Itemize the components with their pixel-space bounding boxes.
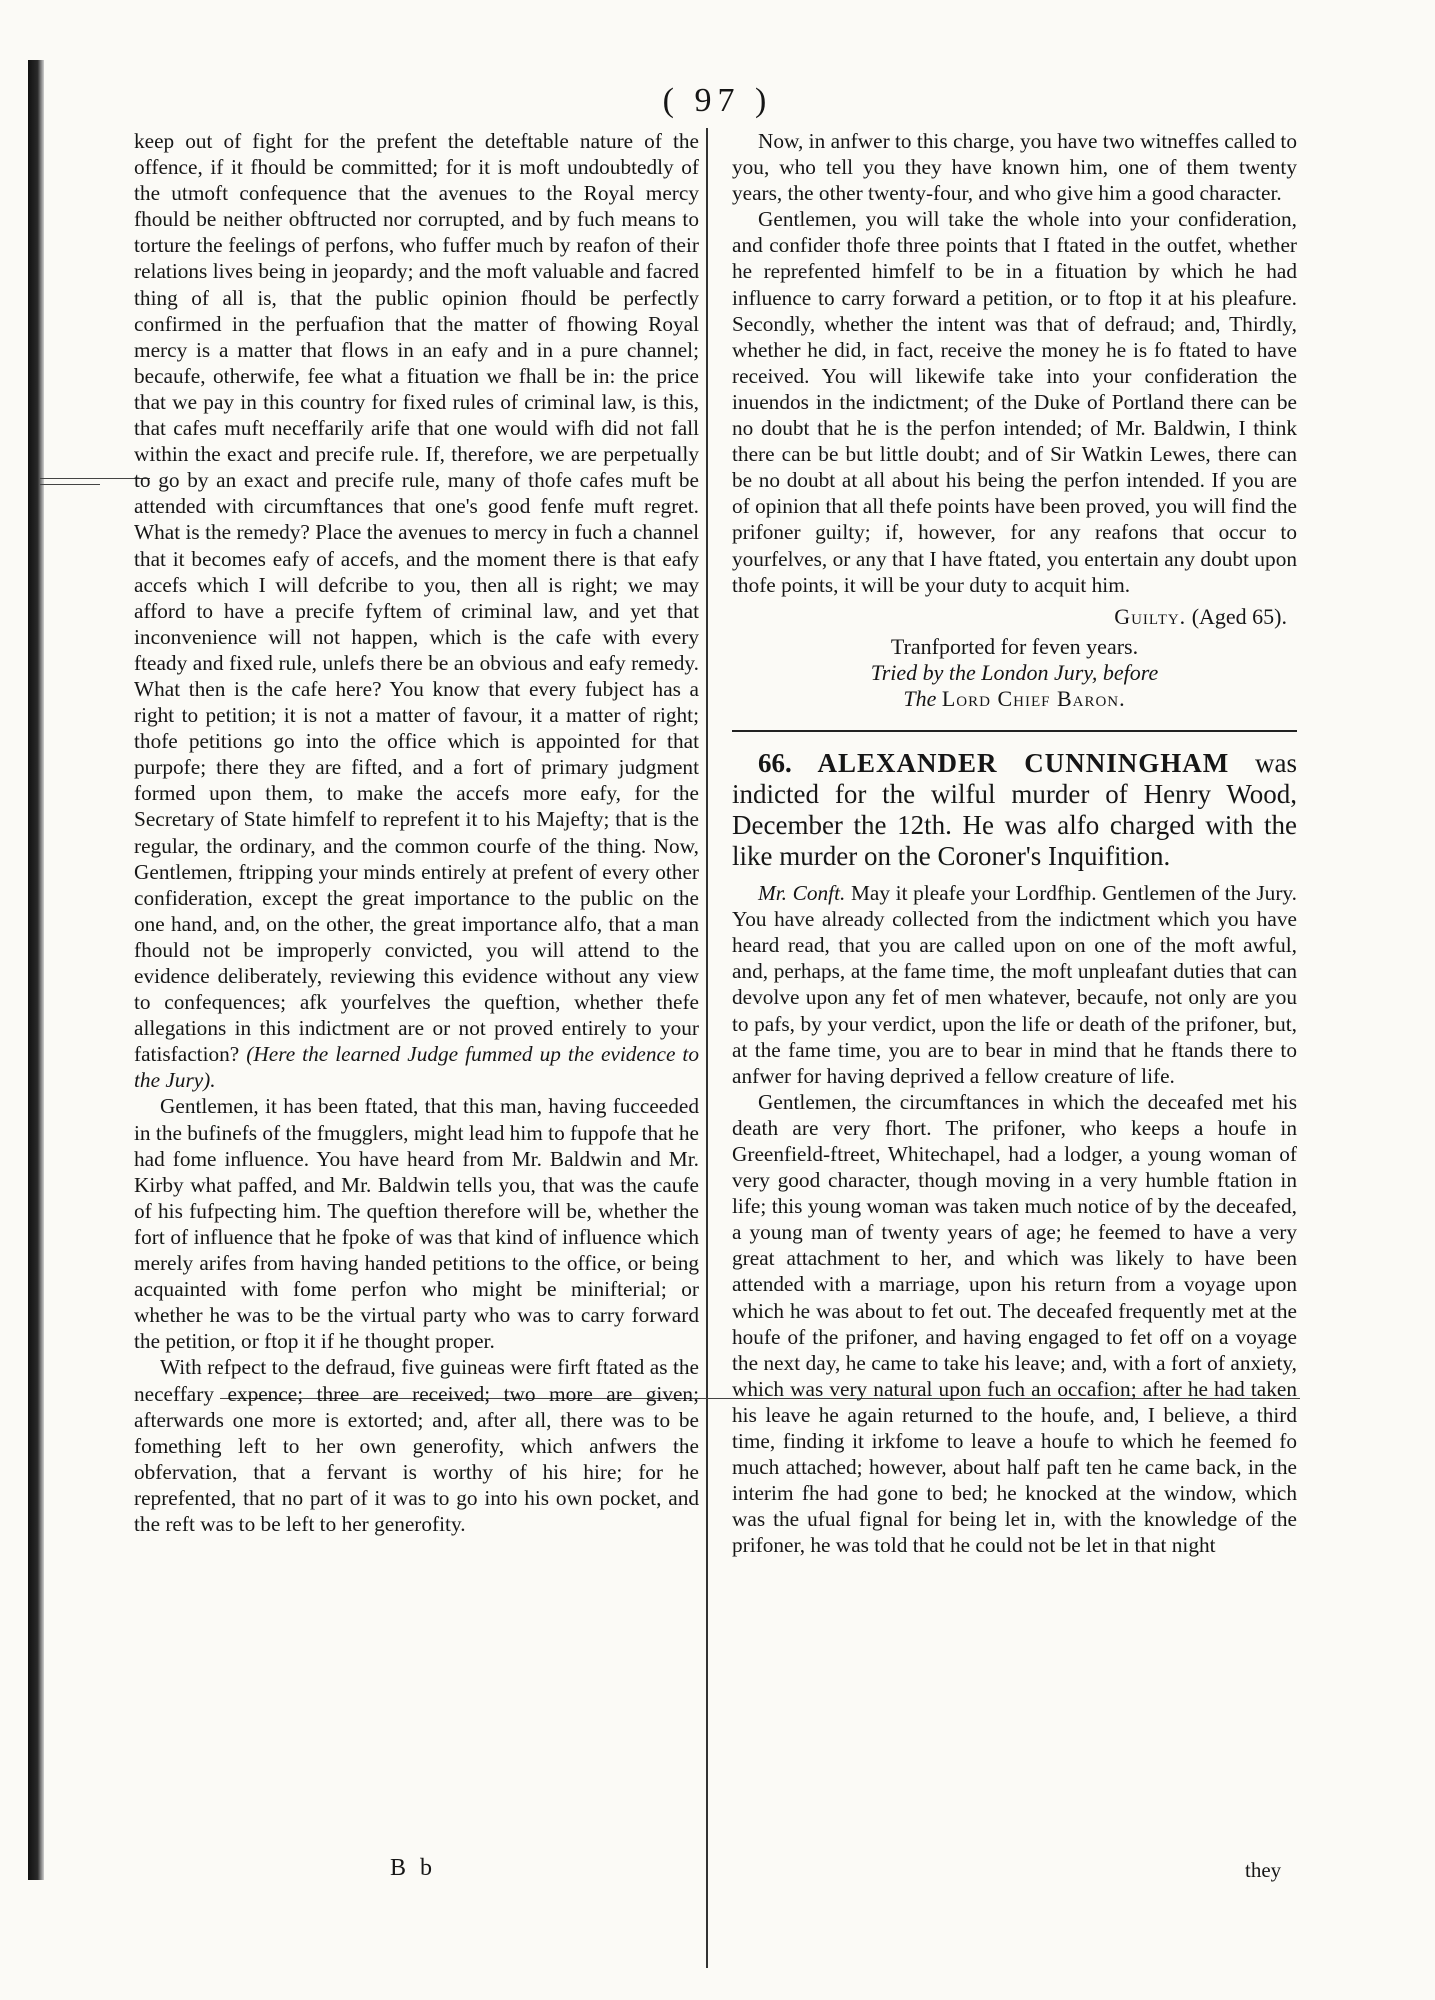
right-column [732,128,1297,1559]
scan-fold-line [40,484,100,485]
counsel-name: Mr. Conft. [758,881,846,906]
catchword: they [1245,1858,1282,1882]
paragraph [134,128,699,1093]
paragraph-text: May it pleafe your Lordfhip. Gentlemen of the Jury. You have already collected from the indictment which you have heard read, that you are called upon on one of the moft awful, and, perhaps, at the fame time, the moft unpleafant duties that can devolve upon any fet of men whatever, becaufe, not only are you to pafs, by your verdict, upon the life or death of the prifoner, but, at the fame time, you are to bear in mind that he ftands there to anfwer for having deprived a fellow creature of life. [732,881,1298,1088]
column-divider [706,128,708,1968]
paragraph: Now, in anfwer to this charge, you have two witneffes called to you, who tell you they have known him, one of them twenty years, the other twenty-four, and who give him a good character. [732,129,1297,206]
paragraph [732,880,1297,1089]
verdict-age: (Aged 65). [1191,603,1287,629]
paragraph: With refpect to the defraud, five guineas were firft ftated as the neceffary expence; three are received; two more are given; afterwards one more is extorted; and, after all, there was to be fomething left to her own generofity, which anfwers the obfervation, that a fervant is worthy of his hire; for he reprefented, that no part of it was to go into his own pocket, and the reft was to be left to her generofity. [134,1355,699,1536]
left-column [134,128,699,1537]
judge-article: The [903,685,937,711]
case-heading [732,748,1297,872]
verdict-line [732,604,1297,630]
case-defendant: ALEXANDER CUNNINGHAM [817,748,1230,779]
paragraph: Gentlemen, the circumftances in which the deceafed met his death are very fhort. The prifoner, who keeps a houfe in Greenfield-ftreet, Whitechapel, had a lodger, a young woman of very good character, though moving in a very humble ftation in life; this young woman was taken much notice of by the deceafed, a young man of twenty years of age; he feemed to have a very great attachment to her, and which was likely to have been attended with a marriage, upon his return from a voyage upon which he was about to fet out. The deceafed frequently met at the houfe of the prifoner, and having engaged to fet off on a voyage the next day, he came to take his leave; and, with a fort of anxiety, which was very natural upon fuch an occafion; after he had taken his leave he again returned to the houfe, and, I believe, a third time, finding it irkfome to leave a houfe to which he feemed fo much attached; however, about half paft ten he came back, in the interim fhe had gone to bed; he knocked at the window, which was the ufual fignal for being let in, with the knowledge of the prifoner, he was told that he could not be let in that night [732,1089,1297,1558]
tried-line: Tried by the London Jury, before [870,659,1159,685]
page-number-header: ( 97 ) [662,82,773,119]
paragraph-text: keep out of fight for the prefent the deteftable nature of the offence, if it fhould be committed; for it is moft undoubtedly of the utmoft confequence that the avenues to the Royal mercy fhould be neither obftructed nor corrupted, and by fuch means to torture the feelings of perfons, who fuffer much by reafon of their relations lives being in jeopardy; and the moft valuable and facred thing of all is, that the public opinion fhould be perfectly confirmed in the perfuafion that the matter of fhowing Royal mercy is a matter that flows in an eafy and in a pure channel; becaufe, otherwife, fee what a fituation we fhall be in: the price that we pay in this country for fixed rules of criminal law, is this, that cafes muft neceffarily arife that one would wifh did not fall within the exact and precife rule. If, therefore, we are perpetually to go by an exact and precife rule, many of thofe cafes muft be attended with circumftances that one's good fenfe muft regret. What is the remedy? Place the avenues to mercy in fuch a channel that it becomes eafy of accefs, and the moment there is that eafy accefs which I will defcribe to you, then all is right; we may afford to have a precife fyftem of criminal law, and yet that inconvenience will not happen, which is the cafe with every fteady and fixed rule, unlefs there be an obvious and eafy remedy. What then is the cafe here? You know that every fubject has a right to petition; it is not a matter of favour, it a matter of right; thofe petitions go into the office which is appointed for that purpofe; there they are fifted, and a fort of primary judgment formed upon them, to make the accefs more eafy, for the Secretary of State himfelf to reprefent it to his Majefty; that is the regular, the ordinary, and the common courfe of the thing. Now, Gentlemen, ftripping your minds entirely at prefent of every other confideration, except the great importance to the public on the one hand, and, on the other, the great importance alfo, that a man fhould not be improperly convicted, you will attend to the evidence deliberately, reviewing this evidence without any view to confequences; afk yourfelves the queftion, whether thefe allegations in this indictment are or not proved entirely to your fatisfaction? [134,129,699,1067]
judge-line [732,686,1297,712]
case-number: 66. [758,748,792,779]
italic-note: (Here the learned Judge fummed up the evidence to the Jury). [134,1042,699,1093]
sentence-line: Tranfported for feven years. [890,633,1139,659]
signature-mark: B b [390,1855,437,1881]
verdict-word: Guilty. [1114,603,1187,629]
paragraph: Gentlemen, it has been ftated, that this man, having fucceeded in the bufinefs of the fmugglers, might lead him to fuppofe that he had fome influence. You have heard from Mr. Baldwin and Mr. Kirby what paffed, and Mr. Baldwin tells you, that was the caufe of his fufpecting him. The queftion therefore will be, whether the fort of influence that he fpoke of was that kind of influence which merely arifes from having handed petitions to the office, or being acquainted with fome perfon who might be minifterial; or whether he was to be the virtual party who was to carry forward the petition, or ftop it if he thought proper. [134,1094,699,1354]
section-rule [732,730,1297,732]
paragraph: Gentlemen, you will take the whole into your confideration, and confider thofe three points that I ftated in the outfet, whether he reprefented himfelf to be in a fituation by which he had influence to carry forward a petition, or to ftop it at his pleafure. Secondly, whether the intent was that of defraud; and, Thirdly, whether he did, in fact, receive the money he is fo ftated to have received. You will likewife take into your confideration the inuendos in the indictment; of the Duke of Portland there can be no doubt that he is the perfon intended; of Mr. Baldwin, I think there can be but little doubt; and of Sir Watkin Lewes, there can be no doubt at all about his being the perfon intended. If you are of opinion that all thefe points have been proved, you will find the prifoner guilty; if, however, for any reafons that occur to yourfelves, or any that I have ftated, you entertain any doubt upon thofe points, it will be your duty to acquit him. [732,207,1297,597]
case-charge: was indicted for the wilful murder of Henry Wood, December the 12th. He was alfo charged with the like murder on the Coroner's Inquifition. [732,748,1297,872]
judge-name: Lord Chief Baron. [941,685,1126,711]
page-binding-edge [28,60,44,1880]
